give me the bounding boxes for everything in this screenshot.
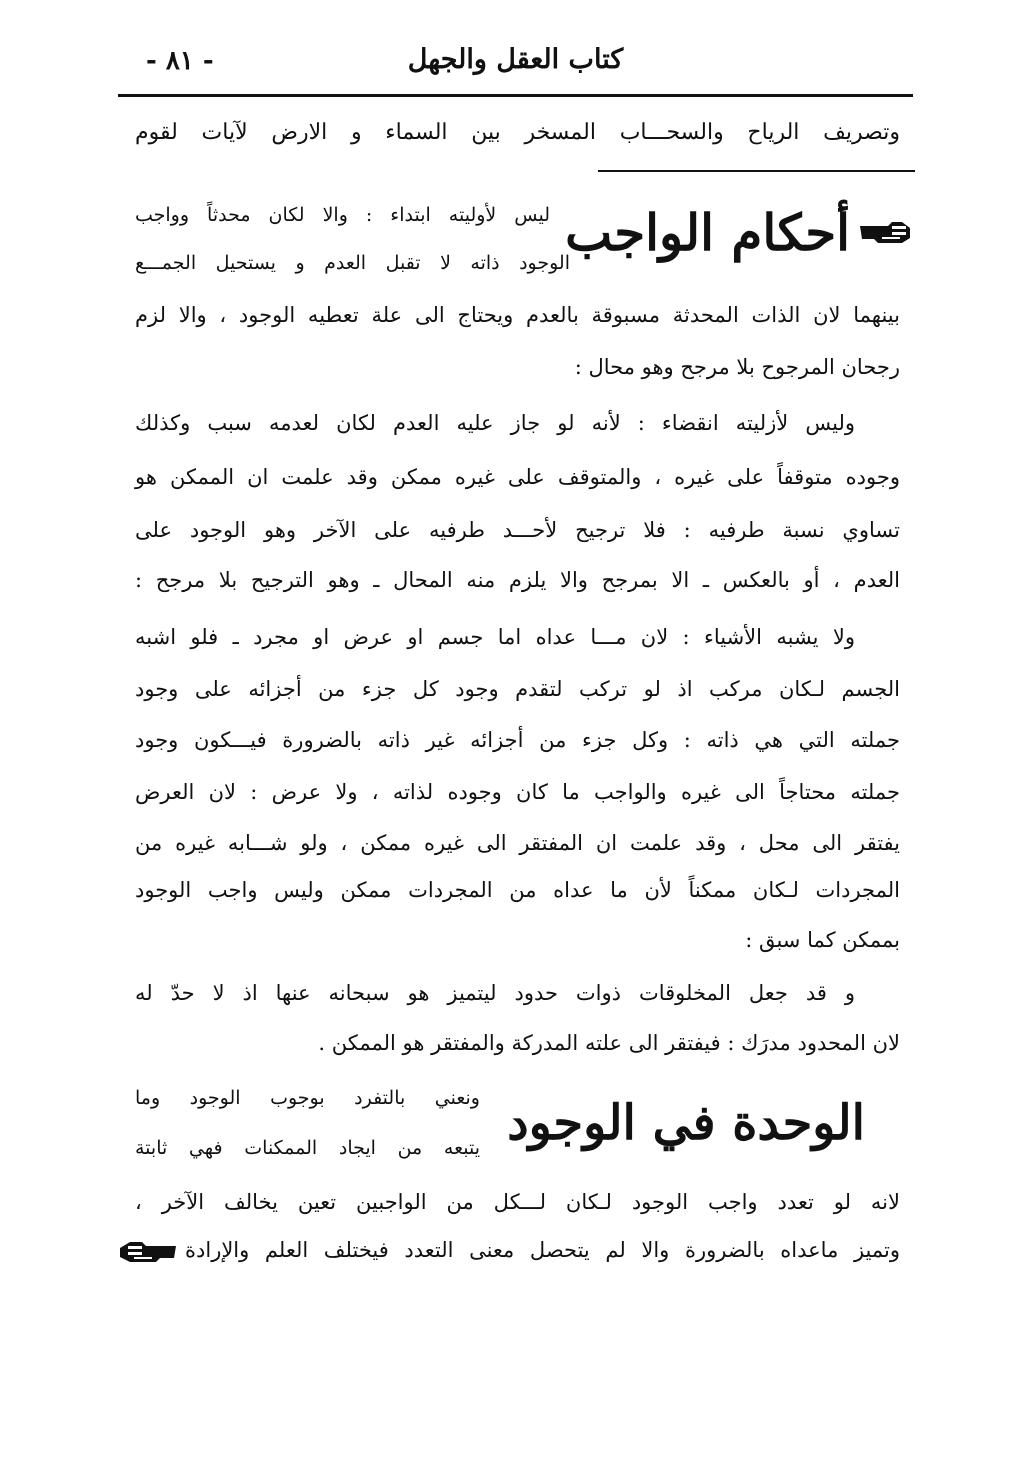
body-line: لان المحدود مدرَك : فيفتقر الى علته المدركة والمفتقر هو الممكن . xyxy=(318,1031,900,1055)
pointing-hand-icon xyxy=(858,218,912,246)
body-line: تساوي نسبة طرفيه : فلا ترجيح لأحـــد طرفيه على الآخر وهو الوجود على xyxy=(135,518,900,542)
body-line: و قد جعل المخلوقات ذوات حدود ليتميز هو سبحانه عنها اذ لا حدّ له xyxy=(135,981,855,1005)
body-line: المجردات لـكان ممكناً لأن ما عداه من المجردات ممكن وليس واجب الوجود xyxy=(135,878,900,902)
quote-line: وتصريف الرياح والسحـــاب المسخر بين السماء و الارض لآيات لقوم xyxy=(135,120,900,145)
header-rule xyxy=(118,94,913,97)
side-line-3: ونعني بالتفرد بوجوب الوجود وما xyxy=(135,1087,480,1109)
page-number: - ٨١ - xyxy=(146,46,214,76)
body-line: لانه لو تعدد واجب الوجود لـكان لـــكل من الواجبين تعين يخالف الآخر ، xyxy=(135,1190,900,1214)
section-heading-ahkam: أحكام الواجب xyxy=(565,203,850,262)
body-line: وليس لأزليته انقضاء : لأنه لو جاز عليه العدم لكان لعدمه سبب وكذلك xyxy=(135,411,855,435)
body-line: جملته التي هي ذاته : وكل جزء من أجزائه غير ذاته بالضرورة فيـــكون وجود xyxy=(135,728,900,752)
body-line: بينهما لان الذات المحدثة مسبوقة بالعدم ويحتاج الى علة تعطيه الوجود ، والا لزم xyxy=(135,303,900,327)
body-line: الجسم لـكان مركب اذ لو تركب لتقدم وجود كل جزء من أجزائه على وجود xyxy=(135,677,900,701)
body-line: جملته محتاجاً الى غيره والواجب ما كان وجوده لذاته ، ولا عرض : لان العرض xyxy=(135,780,900,804)
body-line: يفتقر الى محل ، وقد علمت ان المفتقر الى غيره ممكن ، ولو شـــابه غيره من xyxy=(135,831,900,855)
body-line: ولا يشبه الأشياء : لان مـــا عداه اما جسم او عرض او مجرد ـ فلو اشبه xyxy=(135,625,855,649)
quote-underline xyxy=(598,170,915,172)
running-header xyxy=(118,38,913,88)
body-line: بممكن كما سبق : xyxy=(745,928,900,952)
body-line: العدم ، أو بالعكس ـ الا بمرجح والا يلزم منه المحال ـ وهو الترجيح بلا مرجح : xyxy=(135,568,900,592)
section-heading-wahda: الوحدة في الوجود xyxy=(507,1095,865,1151)
body-line: رجحان المرجوح بلا مرجح وهو محال : xyxy=(574,355,900,379)
side-line-1: ليس لأوليته ابتداء : والا لكان محدثاً وواجب xyxy=(135,204,550,226)
pointing-hand-icon xyxy=(118,1238,178,1264)
side-line-4: يتبعه من ايجاد الممكنات فهي ثابتة xyxy=(135,1137,480,1159)
side-line-2: الوجود ذاته لا تقبل العدم و يستحيل الجمـــع xyxy=(135,252,570,274)
book-title: كتاب العقل والجهل xyxy=(407,44,624,75)
body-line: وجوده متوقفاً على غيره ، والمتوقف على غيره ممكن وقد علمت ان الممكن هو xyxy=(135,465,900,489)
body-line: وتميز ماعداه بالضرورة والا لم يتحصل معنى التعدد فيختلف العلم والإرادة xyxy=(185,1238,900,1262)
